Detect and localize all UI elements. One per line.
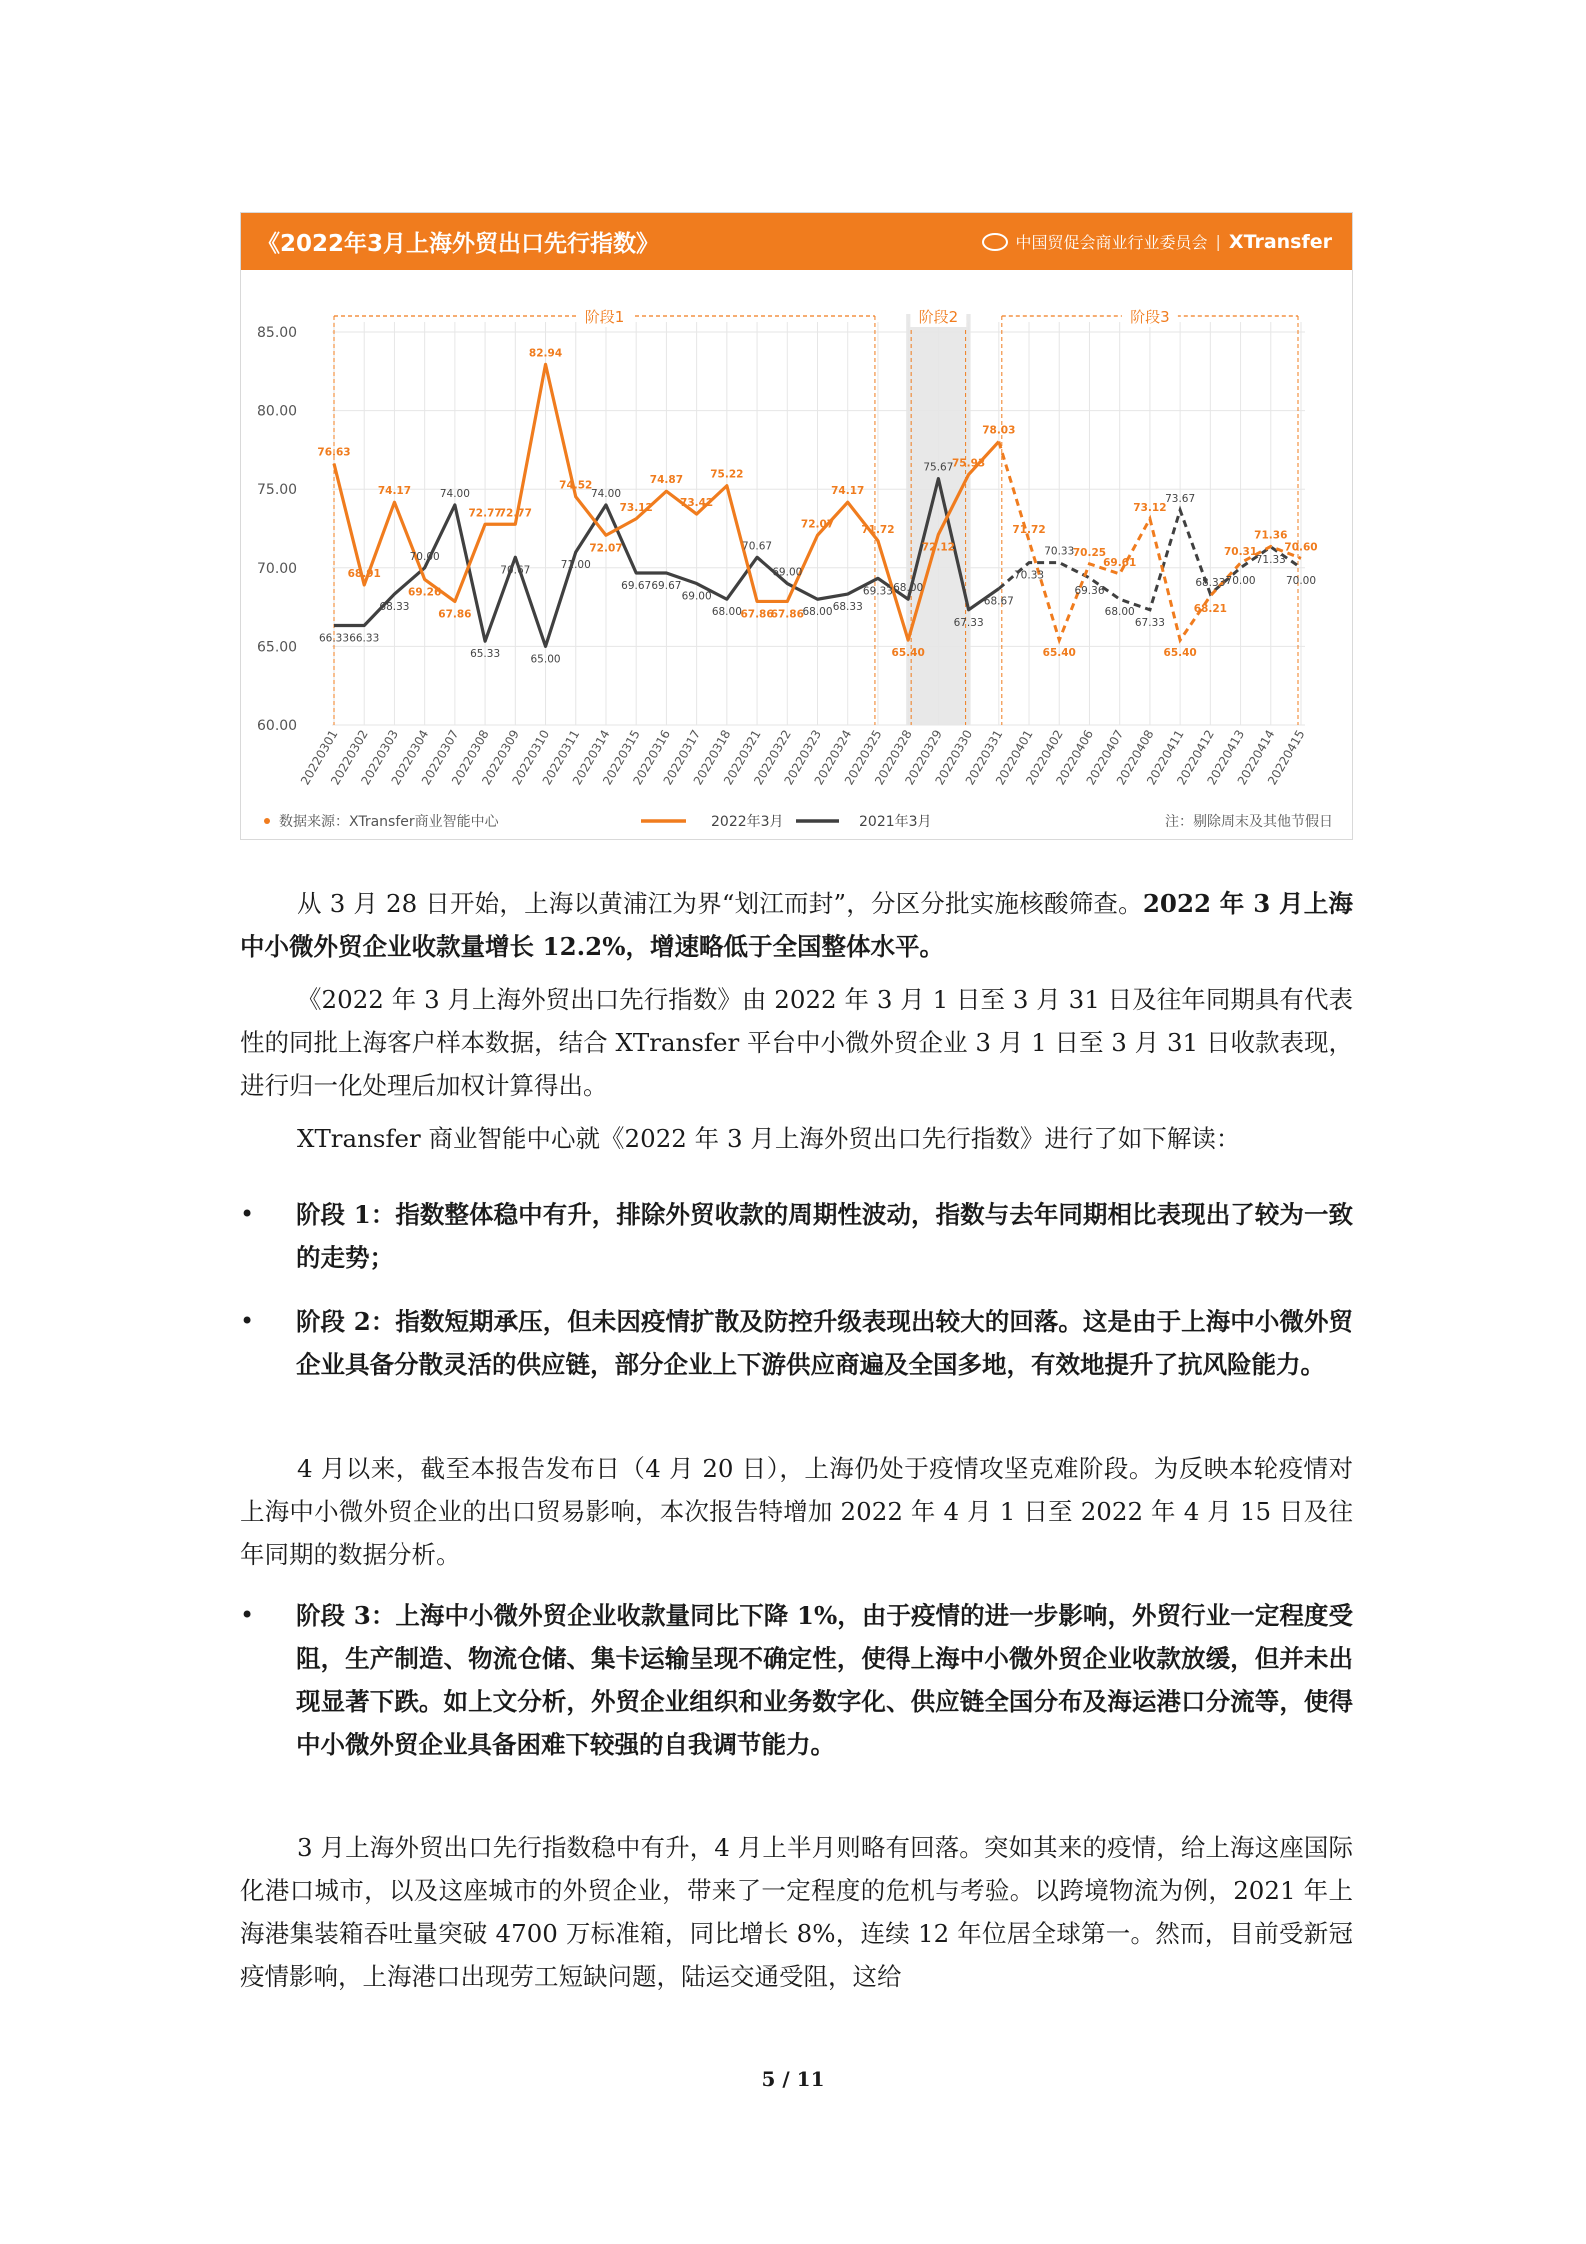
data-label-2022: 78.03	[982, 424, 1016, 437]
x-tick-label: 20220401	[992, 727, 1036, 788]
paragraph-4-wrap	[240, 1447, 1353, 1576]
source-bullet-icon	[264, 818, 270, 824]
data-label-2021: 68.33	[832, 601, 863, 614]
data-label-2022: 72.07	[589, 542, 623, 555]
bullet-stage-1-text: 阶段 1：指数整体稳中有升，排除外贸收款的周期性波动，指数与去年同期相比表现出了较为一致的走势；	[296, 1200, 1353, 1272]
bullet-stage-3	[240, 1594, 1353, 1766]
data-label-2022: 67.86	[770, 608, 804, 621]
x-tick-label: 20220315	[600, 727, 643, 788]
data-label-2022: 73.42	[680, 497, 714, 510]
logo-brand: XTransfer	[1228, 230, 1332, 253]
data-label-2022: 82.94	[528, 347, 563, 360]
x-tick-label: 20220331	[962, 727, 1006, 788]
data-label-2021: 67.33	[1134, 616, 1165, 629]
x-tick-label: 20220304	[388, 727, 432, 788]
data-label-2021: 74.00	[439, 487, 470, 500]
data-label-2022: 74.17	[831, 485, 865, 498]
x-tick-label: 20220302	[328, 727, 371, 788]
bullet-icon: •	[240, 1601, 255, 1629]
data-label-2021: 68.00	[893, 582, 924, 595]
data-label-2022: 67.86	[740, 608, 774, 621]
data-label-2022: 71.72	[1012, 523, 1046, 536]
x-tick-label: 20220316	[630, 727, 674, 788]
x-tick-label: 20220309	[479, 727, 522, 788]
bullet-stage-3-text: 阶段 3：上海中小微外贸企业收款量同比下降 1%，由于疫情的进一步影响，外贸行业一定程度受阻，生产制造、物流仓储、集卡运输呈现不确定性，使得上海中小微外贸企业收款放缓，但并未出现显著下跌。如上文分析，外贸企业组织和业务数字化、供应链全国分布及海运港口分流等，使得中小微外贸企业具备困难下较强的自我调节能力。	[296, 1601, 1353, 1759]
data-label-2022: 65.40	[1163, 647, 1197, 660]
chart-footnote: 注：剔除周末及其他节假日	[1165, 814, 1333, 830]
data-label-2021: 69.36	[1074, 584, 1105, 597]
data-label-2022: 70.31	[1223, 545, 1258, 558]
logo-org: 中国贸促会商业行业委员会	[1015, 233, 1208, 252]
x-tick-label: 20220311	[539, 727, 583, 788]
data-label-2021: 65.33	[470, 648, 501, 661]
data-label-2021: 66.33	[349, 632, 380, 645]
data-label-2021: 70.33	[1014, 569, 1045, 582]
data-label-2021: 65.00	[530, 653, 561, 666]
stage-label: 阶段2	[918, 308, 959, 326]
x-tick-label: 20220408	[1113, 727, 1157, 788]
figure-title: 《2022年3月上海外贸出口先行指数》	[257, 231, 660, 257]
data-label-2021: 74.00	[590, 487, 621, 500]
data-label-2022: 73.12	[1133, 501, 1167, 514]
data-label-2021: 70.33	[1044, 545, 1075, 558]
line-chart	[241, 270, 1352, 839]
x-tick-label: 20220406	[1053, 727, 1097, 788]
bullet-stage-2-text: 阶段 2：指数短期承压，但未因疫情扩散及防控升级表现出较大的回落。这是由于上海中小微外贸企业具备分散灵活的供应链，部分企业上下游供应商遍及全国多地，有效地提升了抗风险能力。	[296, 1307, 1353, 1379]
data-label-2021: 70.00	[1225, 574, 1256, 587]
data-label-2022: 70.60	[1284, 541, 1318, 554]
data-label-2021: 70.67	[500, 564, 531, 577]
data-label-2021: 68.33	[1195, 577, 1226, 590]
data-label-2021: 68.00	[802, 606, 833, 619]
data-label-2022: 72.12	[921, 541, 955, 554]
y-tick-label: 65.00	[257, 639, 298, 656]
x-tick-label: 20220412	[1174, 727, 1217, 788]
x-tick-label: 20220413	[1204, 727, 1248, 788]
x-tick-label: 20220415	[1264, 727, 1308, 788]
y-tick-label: 75.00	[257, 482, 298, 499]
x-tick-label: 20220322	[751, 727, 794, 788]
ccpit-seal-icon	[982, 233, 1008, 251]
data-label-2021: 69.67	[651, 579, 682, 592]
data-label-2022: 65.40	[1042, 647, 1076, 660]
data-label-2021: 69.00	[681, 590, 712, 603]
x-tick-label: 20220407	[1083, 727, 1127, 788]
data-label-2022: 72.07	[800, 518, 835, 531]
figure-header	[241, 213, 1352, 270]
y-tick-label: 60.00	[257, 718, 298, 734]
x-tick-label: 20220323	[781, 727, 825, 788]
x-tick-label: 20220402	[1023, 727, 1066, 788]
x-tick-label: 20220301	[297, 727, 341, 788]
paragraph-1	[240, 882, 1353, 1160]
x-tick-label: 20220303	[358, 727, 402, 788]
x-tick-label: 20220324	[811, 727, 855, 788]
page-number: 5 / 11	[761, 2067, 825, 2091]
source-note: 数据来源：XTransfer商业智能中心	[279, 814, 499, 830]
stage-label: 阶段1	[584, 308, 625, 326]
data-label-2021: 67.33	[953, 616, 984, 629]
data-label-2021: 68.00	[711, 606, 742, 619]
data-label-2022: 74.17	[377, 485, 412, 498]
x-tick-label: 20220330	[932, 727, 976, 788]
data-label-2022: 72.77	[468, 507, 502, 520]
paragraph-5: 3 月上海外贸出口先行指数稳中有升，4 月上半月则略有回落。突如其来的疫情，给上海这座国际化港口城市，以及这座城市的外贸企业，带来了一定程度的危机与考验。以跨境物流为例，2021 年上海港集装箱吞吐量突破 4700 万标准箱，同比增长 8%，连续 12 年位居全球第一。然而，目前受新冠疫情影响，上海港口出现劳工短缺问题，陆运交通受阻，这给	[240, 1833, 1353, 1991]
y-tick-label: 85.00	[257, 325, 298, 341]
data-label-2021: 69.00	[772, 566, 803, 579]
data-label-2022: 73.12	[619, 501, 653, 514]
data-label-2021: 68.67	[983, 595, 1014, 608]
data-label-2022: 70.25	[1072, 546, 1107, 559]
data-label-2021: 70.00	[409, 550, 440, 563]
bullet-icon: •	[240, 1307, 255, 1335]
legend-label-2022: 2022年3月	[711, 814, 784, 830]
paragraph-4: 4 月以来，截至本报告发布日（4 月 20 日），上海仍处于疫情攻坚克难阶段。为反映本轮疫情对上海中小微外贸企业的出口贸易影响，本次报告特增加 2022 年 4 月 1 日至 2022 年 4 月 15 日及往年同期的数据分析。	[240, 1454, 1353, 1569]
paragraph-5-wrap	[240, 1826, 1353, 1998]
x-tick-label: 20220307	[418, 727, 462, 788]
paragraph-3: XTransfer 商业智能中心就《2022 年 3 月上海外贸出口先行指数》进行了如下解读：	[297, 1124, 1241, 1153]
data-label-2021: 68.33	[379, 601, 410, 614]
index-figure	[240, 212, 1353, 840]
y-tick-label: 70.00	[257, 560, 298, 577]
data-label-2022: 72.77	[498, 507, 532, 520]
x-tick-label: 20220308	[449, 727, 492, 788]
x-tick-label: 20220317	[660, 727, 704, 788]
data-label-2022: 65.40	[891, 647, 925, 660]
bullet-stage-1	[240, 1193, 1353, 1279]
x-tick-label: 20220314	[569, 727, 613, 788]
stage-label: 阶段3	[1130, 308, 1170, 326]
p1-bold: 2022 年 3 月上海中小微外贸企业收款量增长 12.2%，增速略低于全国整体水平。	[240, 889, 1353, 961]
logo-separator: |	[1215, 232, 1221, 251]
figure-logo	[982, 230, 1332, 253]
data-label-2022: 71.72	[861, 523, 895, 536]
data-label-2022: 74.87	[649, 474, 684, 487]
x-tick-label: 20220328	[872, 727, 915, 788]
data-label-2021: 69.67	[621, 579, 652, 592]
data-label-2022: 68.21	[1193, 602, 1227, 615]
data-label-2022: 69.26	[408, 586, 442, 599]
x-tick-label: 20220325	[841, 727, 885, 788]
bullet-stage-2	[240, 1300, 1353, 1386]
x-tick-label: 20220321	[720, 727, 764, 788]
paragraph-2: 《2022 年 3 月上海外贸出口先行指数》由 2022 年 3 月 1 日至 3 月 31 日及往年同期具有代表性的同批上海客户样本数据，结合 XTransfer 平台中小微外贸企业 3 月 1 日至 3 月 31 日收款表现，进行归一化处理后加权计算得出。	[240, 985, 1353, 1100]
data-label-2021: 73.67	[1165, 493, 1196, 506]
data-label-2021: 71.33	[1255, 553, 1286, 566]
data-label-2022: 75.93	[951, 457, 986, 470]
data-label-2022: 69.61	[1103, 556, 1137, 569]
data-label-2021: 71.00	[560, 559, 591, 572]
data-label-2022: 76.63	[317, 446, 351, 459]
data-label-2021: 68.00	[1104, 606, 1135, 619]
x-tick-label: 20220411	[1144, 727, 1187, 788]
legend-label-2021: 2021年3月	[859, 814, 932, 830]
data-label-2021: 69.33	[862, 585, 893, 598]
x-tick-label: 20220318	[690, 727, 734, 788]
x-tick-label: 20220310	[509, 727, 553, 788]
x-tick-label: 20220414	[1234, 727, 1278, 788]
bullet-icon: •	[240, 1200, 255, 1228]
data-label-2021: 70.67	[742, 540, 773, 553]
data-label-2021: 70.00	[1285, 574, 1317, 587]
p1-text: 从 3 月 28 日开始，上海以黄浦江为界“划江而封”，分区分批实施核酸筛查。	[297, 889, 1143, 918]
data-label-2021: 66.33	[318, 632, 350, 645]
data-label-2022: 75.22	[710, 468, 744, 481]
data-label-2022: 74.52	[559, 479, 593, 492]
data-label-2021: 75.67	[923, 461, 954, 474]
data-label-2022: 68.91	[347, 567, 381, 580]
x-tick-label: 20220329	[902, 727, 945, 788]
data-label-2022: 71.36	[1254, 529, 1288, 542]
y-tick-label: 80.00	[257, 403, 298, 420]
data-label-2022: 67.86	[438, 608, 472, 621]
